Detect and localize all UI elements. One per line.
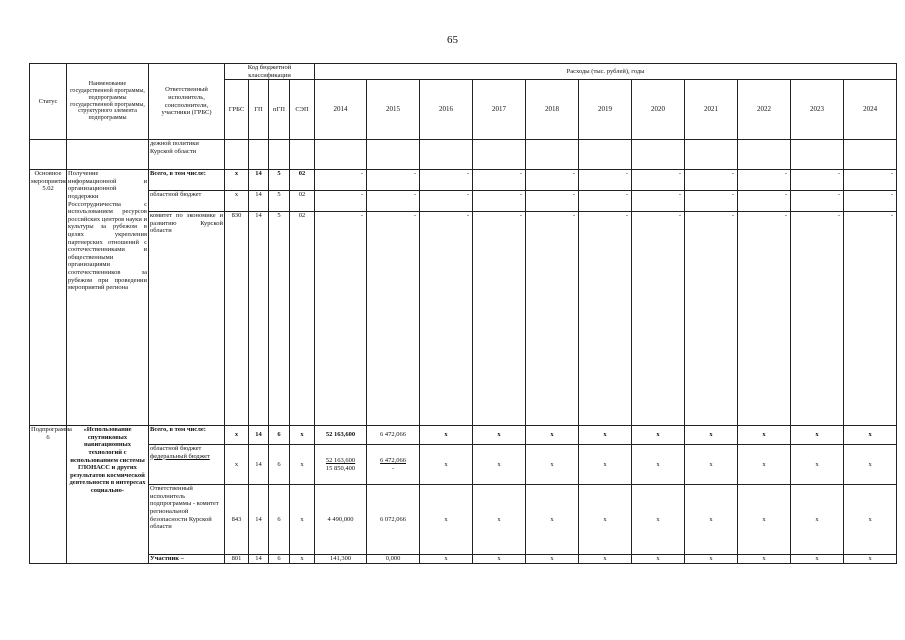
cell-grbs: х bbox=[225, 170, 249, 191]
cell-value: х bbox=[579, 555, 632, 564]
table-row bbox=[30, 212, 897, 426]
header-year: 2017 bbox=[473, 80, 526, 140]
cell-value: - bbox=[420, 191, 473, 212]
cell-value: х bbox=[738, 555, 791, 564]
cell-grbs: х bbox=[225, 191, 249, 212]
cell-value: - bbox=[685, 170, 738, 191]
cell-value: - bbox=[526, 212, 579, 426]
cell-value: - bbox=[526, 191, 579, 212]
header-executor: Ответственный исполнитель, соисполнители, участники (ГРБС) bbox=[149, 64, 225, 140]
row-executor: комитет по экономике и развитию Курской области bbox=[149, 212, 225, 426]
cell-value: - bbox=[844, 191, 897, 212]
executor-regional: областной бюджет bbox=[150, 445, 202, 453]
cell-value: - bbox=[420, 212, 473, 426]
cell-value: - bbox=[738, 170, 791, 191]
cell-value: х bbox=[420, 485, 473, 555]
continuation-row bbox=[30, 140, 897, 170]
cell-value: - bbox=[738, 191, 791, 212]
continuation-executor: дежной политики Курской области bbox=[149, 140, 225, 170]
cell-pgp: 6 bbox=[269, 555, 290, 564]
budget-table bbox=[29, 63, 897, 564]
cell-value: х bbox=[738, 426, 791, 445]
cell-value: х bbox=[632, 485, 685, 555]
cell-value: - bbox=[367, 212, 420, 426]
cell-value: - bbox=[579, 170, 632, 191]
cell-gp: 14 bbox=[249, 426, 269, 445]
cell-value: х bbox=[526, 555, 579, 564]
cell-value bbox=[367, 445, 420, 485]
header-row bbox=[30, 64, 897, 80]
cell-sep: х bbox=[290, 445, 315, 485]
row-executor bbox=[149, 445, 225, 485]
cell-value: - bbox=[844, 212, 897, 426]
cell-value: х bbox=[420, 555, 473, 564]
cell-value: 141,300 bbox=[315, 555, 367, 564]
cell-value: - bbox=[579, 212, 632, 426]
cell-value: х bbox=[685, 555, 738, 564]
header-year: 2024 bbox=[844, 80, 897, 140]
cell-value: х bbox=[473, 555, 526, 564]
cell-gp: 14 bbox=[249, 170, 269, 191]
cell-value: х bbox=[526, 426, 579, 445]
header-year: 2018 bbox=[526, 80, 579, 140]
cell-gp: 14 bbox=[249, 485, 269, 555]
cell-value: - bbox=[738, 212, 791, 426]
cell-value: 6 472,066 bbox=[367, 426, 420, 445]
cell-grbs: 801 bbox=[225, 555, 249, 564]
cell-pgp: 6 bbox=[269, 445, 290, 485]
cell-value: х bbox=[420, 426, 473, 445]
cell-pgp: 6 bbox=[269, 485, 290, 555]
header-year: 2015 bbox=[367, 80, 420, 140]
cell-value: х bbox=[526, 445, 579, 485]
cell-gp: 14 bbox=[249, 555, 269, 564]
cell-value: х bbox=[791, 485, 844, 555]
cell-pgp: 5 bbox=[269, 212, 290, 426]
cell-gp: 14 bbox=[249, 445, 269, 485]
row-executor: Всего, в том числе: bbox=[149, 426, 225, 445]
cell-value: - bbox=[473, 191, 526, 212]
header-year: 2019 bbox=[579, 80, 632, 140]
cell-pgp: 5 bbox=[269, 191, 290, 212]
cell-value: х bbox=[791, 426, 844, 445]
executor-federal: федеральный бюджет bbox=[150, 452, 210, 460]
cell-value: - bbox=[844, 170, 897, 191]
cell-value: - bbox=[632, 191, 685, 212]
cell-value: 4 490,000 bbox=[315, 485, 367, 555]
cell-value: х bbox=[738, 445, 791, 485]
subprogram-status: Подпрограмма 6 bbox=[30, 426, 67, 564]
cell-value: - bbox=[685, 212, 738, 426]
measure-name: Получение информационной и организационной поддержки Россотрудничества с использованием ресурсов российских центров науки и культуры за рубежом в целях укрепления партнерских отношений с соотечественниками и общественными организациями соотечественников за рубежом при проведении мероприятий региона bbox=[67, 170, 149, 426]
cell-value: - bbox=[791, 170, 844, 191]
cell-grbs: х bbox=[225, 445, 249, 485]
cell-sep: 02 bbox=[290, 191, 315, 212]
header-year: 2014 bbox=[315, 80, 367, 140]
header-code-grbs: ГРБС bbox=[225, 80, 249, 140]
cell-value: - bbox=[791, 191, 844, 212]
measure-status: Основное мероприятие 5.02 bbox=[30, 170, 67, 426]
cell-value: - bbox=[791, 212, 844, 426]
header-year: 2023 bbox=[791, 80, 844, 140]
cell-value: - bbox=[579, 191, 632, 212]
header-year: 2020 bbox=[632, 80, 685, 140]
table-row bbox=[30, 555, 897, 564]
cell-value bbox=[315, 445, 367, 485]
cell-value: х bbox=[473, 426, 526, 445]
row-executor: Ответственный исполнитель подпрограммы - комитет региональной безопасности Курской области bbox=[149, 485, 225, 555]
cell-value: - bbox=[473, 212, 526, 426]
table-row bbox=[30, 445, 897, 485]
header-status: Статус bbox=[30, 64, 67, 140]
cell-gp: 14 bbox=[249, 212, 269, 426]
header-code-sep: СЭП bbox=[290, 80, 315, 140]
cell-value: 0,000 bbox=[367, 555, 420, 564]
cell-value: х bbox=[579, 445, 632, 485]
cell-value: х bbox=[526, 485, 579, 555]
cell-value: х bbox=[420, 445, 473, 485]
row-executor: Участник – bbox=[149, 555, 225, 564]
cell-value: - bbox=[473, 170, 526, 191]
cell-value: х bbox=[473, 445, 526, 485]
cell-value: х bbox=[844, 445, 897, 485]
cell-value: х bbox=[632, 426, 685, 445]
cell-sep: х bbox=[290, 426, 315, 445]
table-row bbox=[30, 485, 897, 555]
cell-value: - bbox=[632, 212, 685, 426]
cell-value: х bbox=[685, 445, 738, 485]
cell-value: 6 072,066 bbox=[367, 485, 420, 555]
header-year: 2022 bbox=[738, 80, 791, 140]
cell-grbs: х bbox=[225, 426, 249, 445]
header-budget-code: Код бюджетной классификации bbox=[225, 64, 315, 80]
header-code-pgp: пГП bbox=[269, 80, 290, 140]
cell-sep: х bbox=[290, 485, 315, 555]
table-row bbox=[30, 191, 897, 212]
cell-value: х bbox=[738, 485, 791, 555]
cell-value: х bbox=[685, 426, 738, 445]
value-federal: 15 850,400 bbox=[325, 464, 356, 472]
cell-sep: х bbox=[290, 555, 315, 564]
cell-value: х bbox=[844, 485, 897, 555]
cell-pgp: 6 bbox=[269, 426, 290, 445]
header-year: 2021 bbox=[685, 80, 738, 140]
cell-value: - bbox=[632, 170, 685, 191]
cell-value: х bbox=[579, 426, 632, 445]
cell-value: - bbox=[315, 212, 367, 426]
header-year: 2016 bbox=[420, 80, 473, 140]
cell-grbs: 843 bbox=[225, 485, 249, 555]
cell-gp: 14 bbox=[249, 191, 269, 212]
cell-value: х bbox=[579, 485, 632, 555]
row-executor: областной бюджет bbox=[149, 191, 225, 212]
cell-value: х bbox=[844, 555, 897, 564]
cell-pgp: 5 bbox=[269, 170, 290, 191]
cell-value: - bbox=[685, 191, 738, 212]
cell-value: х bbox=[632, 445, 685, 485]
table-row bbox=[30, 170, 897, 191]
cell-sep: 02 bbox=[290, 212, 315, 426]
cell-sep: 02 bbox=[290, 170, 315, 191]
value-federal: - bbox=[391, 464, 395, 472]
cell-value: х bbox=[844, 426, 897, 445]
cell-grbs: 830 bbox=[225, 212, 249, 426]
cell-value: - bbox=[526, 170, 579, 191]
cell-value: - bbox=[367, 191, 420, 212]
cell-value: х bbox=[632, 555, 685, 564]
cell-value: 52 163,600 bbox=[315, 426, 367, 445]
subprogram-name: «Использование спутниковых навигационных технологий с использованием системы ГЛОНАСС и других результатов космической деятельности в интересах социально- bbox=[67, 426, 149, 564]
cell-value: - bbox=[367, 170, 420, 191]
cell-value: х bbox=[791, 555, 844, 564]
cell-value: - bbox=[315, 170, 367, 191]
cell-value: х bbox=[473, 485, 526, 555]
table-row bbox=[30, 426, 897, 445]
header-name: Наименование государственной программы, подпрограммы государственной программы, структурного элемента подпрограммы bbox=[67, 64, 149, 140]
row-executor: Всего, в том числе: bbox=[149, 170, 225, 191]
cell-value: - bbox=[315, 191, 367, 212]
value-regional: 52 163,600 bbox=[325, 457, 356, 465]
cell-value: х bbox=[791, 445, 844, 485]
header-code-gp: ГП bbox=[249, 80, 269, 140]
cell-value: - bbox=[420, 170, 473, 191]
value-regional: 6 472,066 bbox=[380, 457, 407, 465]
header-expenses: Расходы (тыс. рублей), годы bbox=[315, 64, 897, 80]
page-number: 65 bbox=[447, 34, 458, 46]
cell-value: х bbox=[685, 485, 738, 555]
